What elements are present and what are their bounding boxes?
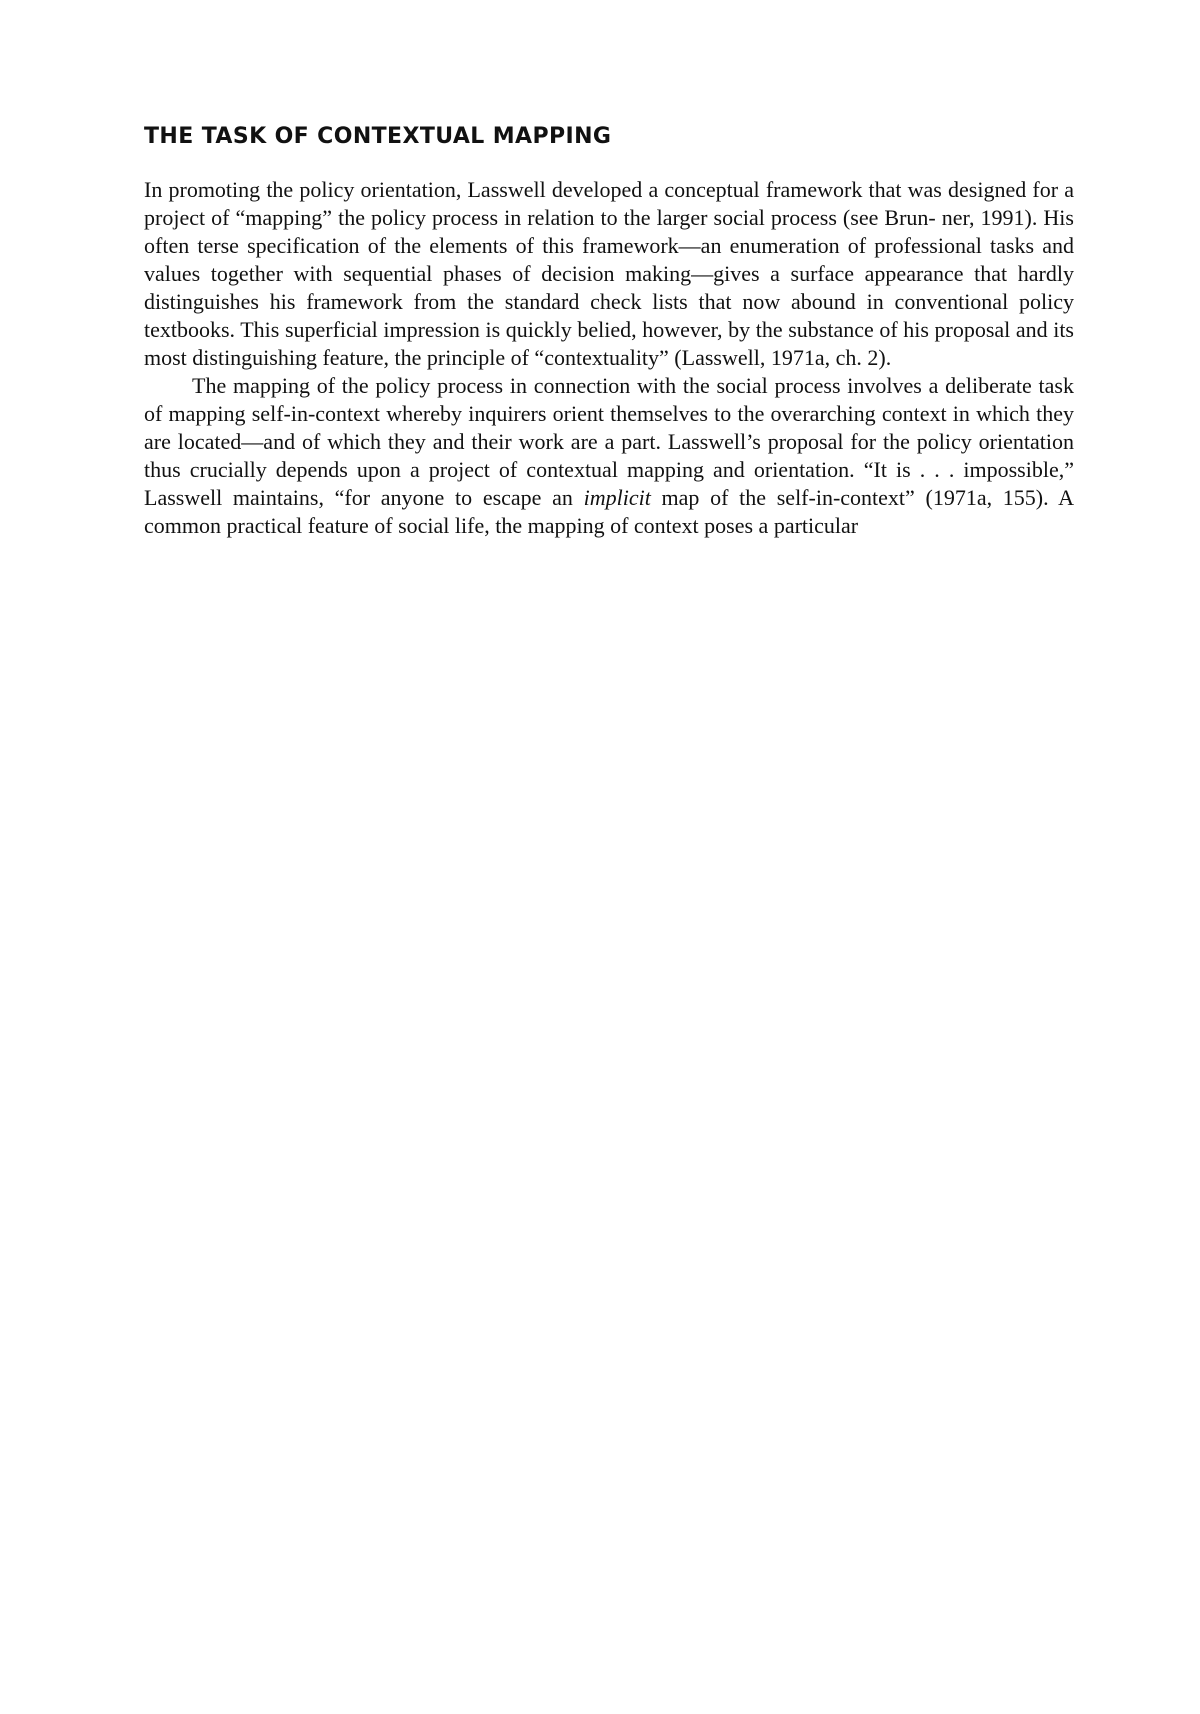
paragraph-2 <box>144 372 1074 540</box>
document-body <box>144 120 1074 540</box>
paragraph-2-text-start: The mapping of the policy process in connection with the social process involves a deliberate task of mapping self-in-context whereby inquirers orient themselves to the overarching context in which they are located—and of which they and their work are a part. Lasswell’s proposal for the policy orientation thus crucially depends upon a project of contextual mapping and orientation. “It is . . . impossible,” Lasswell maintains, “for anyone to escape an <box>144 373 1074 510</box>
section-heading: THE TASK OF CONTEXTUAL MAPPING <box>144 124 612 149</box>
paragraph-2-text-end: map of the self-in-context” (1971a, 155). A common practical feature of social life, the mapping of context poses a particular <box>144 485 1075 538</box>
paragraph-1: In promoting the policy orientation, Lasswell developed a conceptual framework that was designed for a project of “mapping” the policy process in relation to the larger social process (see Brun- ner, 1991). His often terse specification of the elements of this framework—an enumeration of professional tasks and values together with sequential phases of decision making—gives a surface appearance that hardly distinguishes his framework from the standard check lists that now abound in conventional policy textbooks. This superficial impression is quickly belied, however, by the substance of his proposal and its most distinguishing feature, the principle of “contextuality” (Lasswell, 1971a, ch. 2). <box>144 177 1074 370</box>
italic-term: implicit <box>583 485 651 510</box>
